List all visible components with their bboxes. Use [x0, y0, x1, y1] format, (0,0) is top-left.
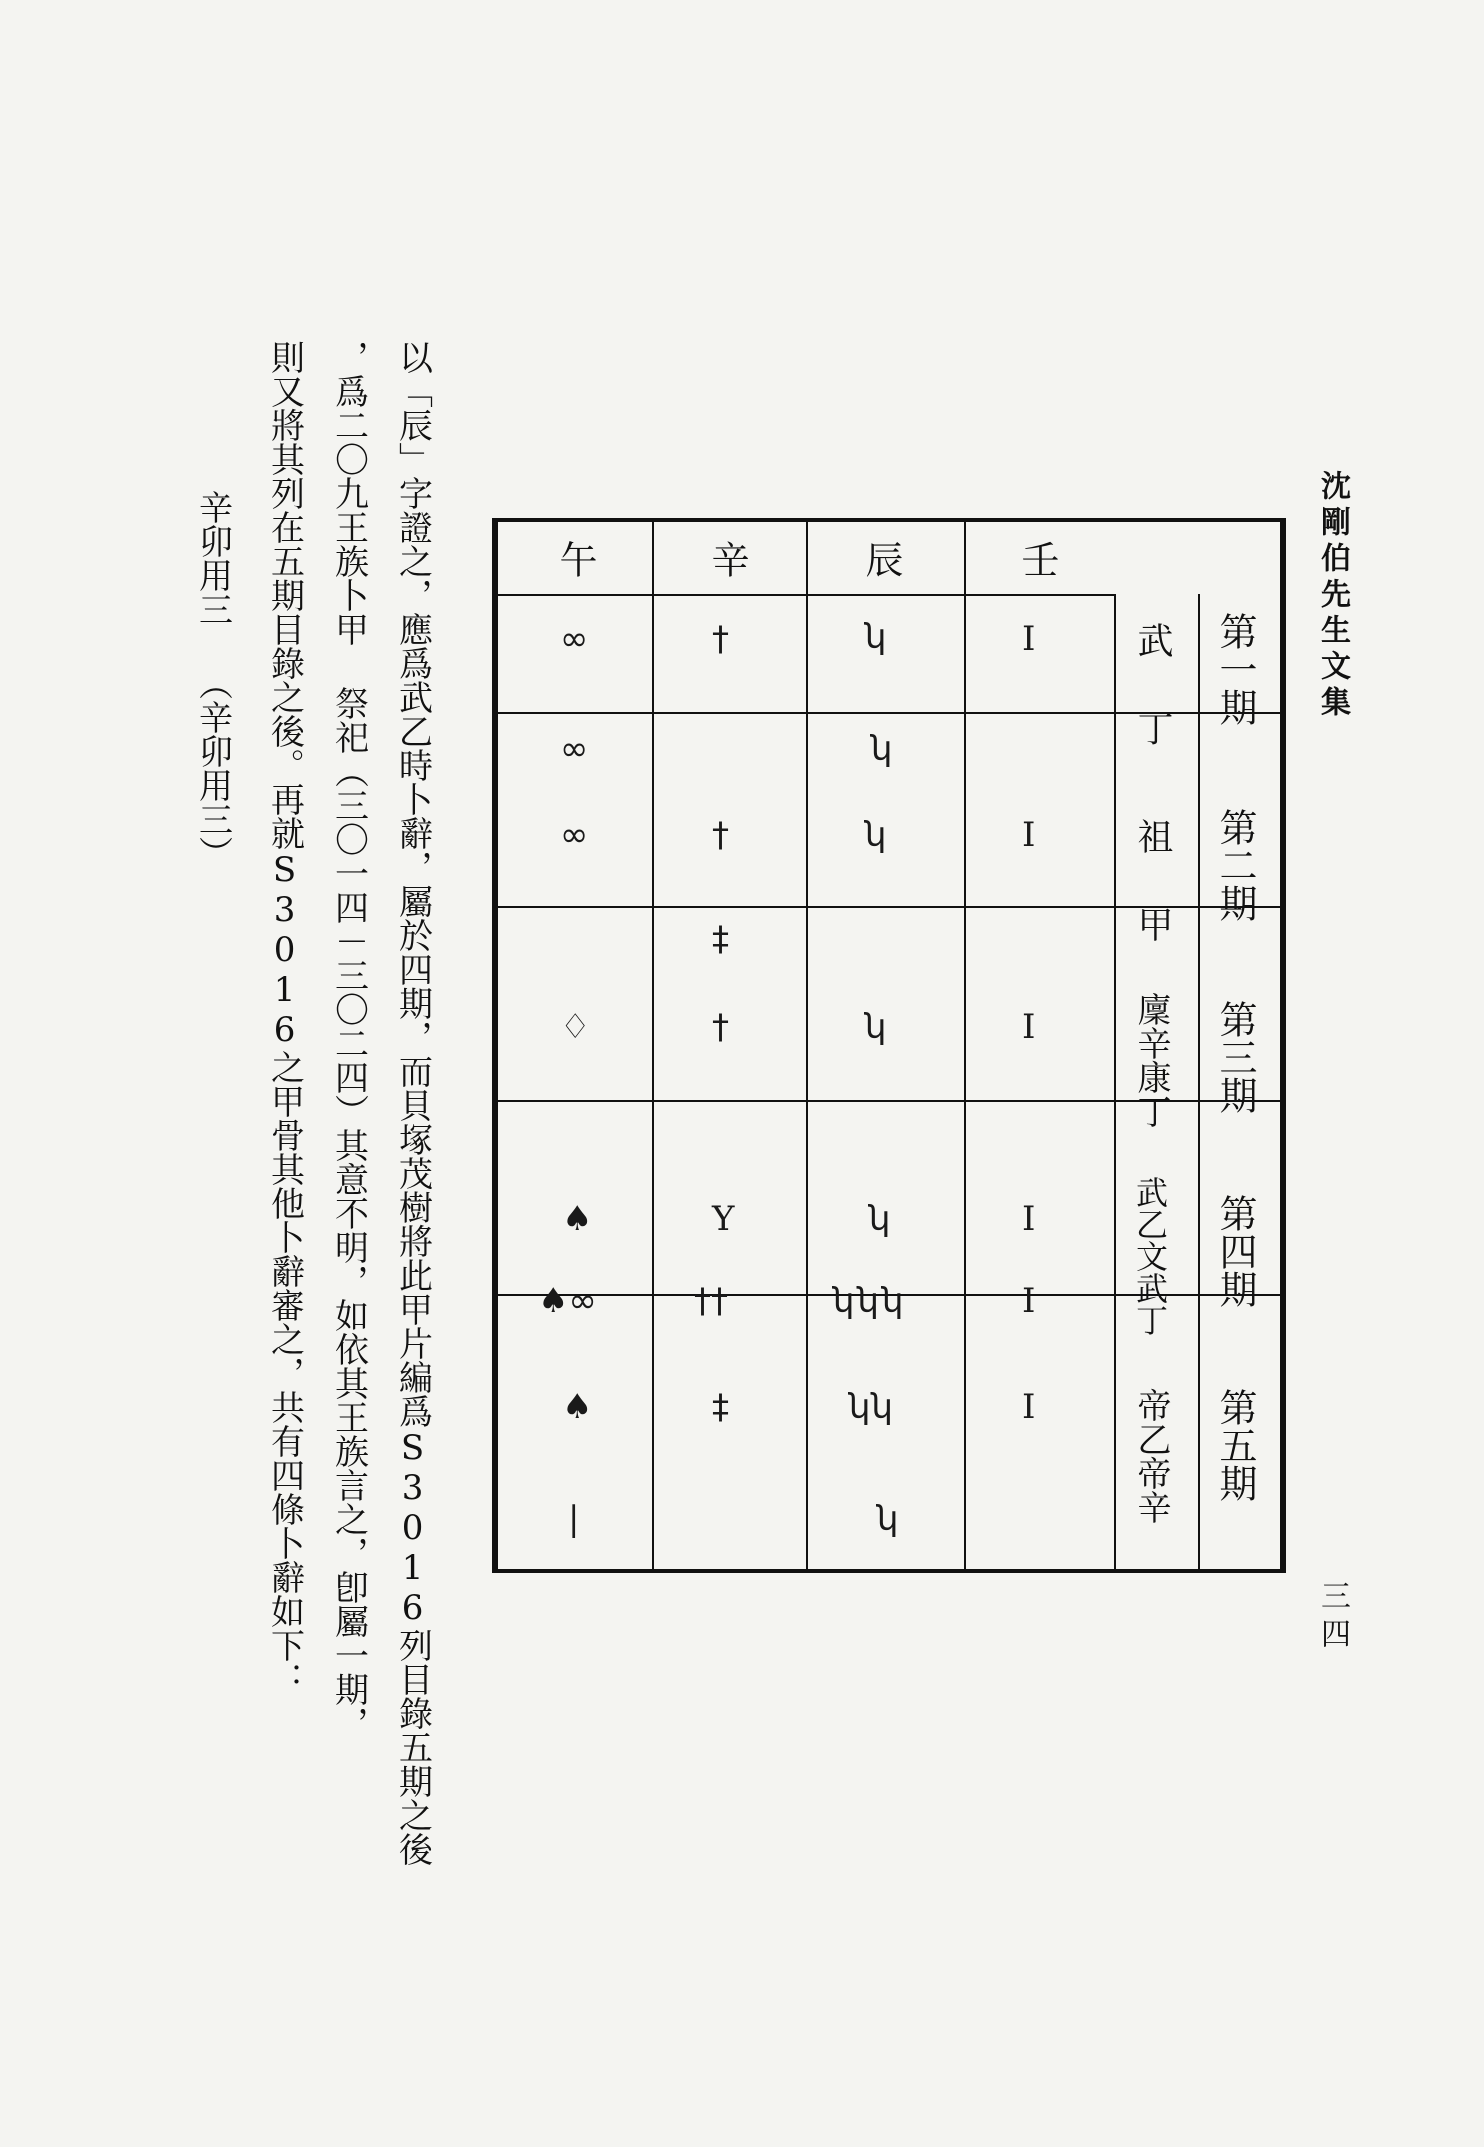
body-line-3: 則又將其列在五期目錄之後。再就S3016之甲骨其他卜辭審之，共有四條卜辭如下： — [264, 340, 305, 1696]
body-line-1: 以「辰」字證之，應爲武乙時卜辭，屬於四期，而貝塚茂樹將此甲片編爲S3016列目錄五期之後 — [392, 340, 433, 1866]
king-name-2: 祖甲 — [1132, 818, 1173, 994]
ren-glyph-icon: I — [1022, 1281, 1036, 1321]
king-name-4: 武乙文武丁 — [1131, 1176, 1169, 1336]
period-table — [492, 518, 1286, 1573]
period-label-1: 第一期 — [1213, 612, 1257, 726]
chen-glyph-icon: ʮ — [870, 729, 893, 769]
king-name-1: 武丁 — [1132, 622, 1173, 798]
ren-glyph-icon: I — [1022, 1007, 1036, 1047]
wu-glyph-icon: ♠ — [562, 1387, 593, 1427]
xin-glyph-icon: † — [712, 815, 729, 855]
xin-glyph-icon: † — [712, 619, 729, 659]
period-label-2: 第二期 — [1213, 808, 1257, 922]
row-header-chen: 辰 — [859, 540, 903, 578]
wu-glyph-icon: | — [568, 1499, 580, 1539]
ren-glyph-icon: I — [1022, 1387, 1036, 1427]
wu-glyph-icon: ∞ — [560, 619, 589, 659]
body-line-4: 辛卯用三 （辛卯用三） — [192, 490, 233, 870]
col-divider — [1114, 594, 1116, 1569]
xin-glyph-icon: †† — [694, 1281, 728, 1321]
chen-glyph-icon: ʮʮʮ — [832, 1281, 906, 1321]
row-header-xin: 辛 — [705, 540, 749, 578]
wu-glyph-icon: ♢ — [560, 1007, 591, 1047]
chen-glyph-icon: ʮ — [876, 1499, 899, 1539]
ren-glyph-icon: I — [1022, 1199, 1036, 1239]
period-label-3: 第三期 — [1213, 1000, 1257, 1114]
page-number: 三四 — [1315, 1580, 1350, 1656]
row-header-wu: 午 — [553, 540, 597, 578]
wu-glyph-icon: ♠∞ — [538, 1281, 597, 1321]
xin-glyph-icon: ‡ — [712, 919, 729, 959]
chen-glyph-icon: ʮ — [864, 1007, 887, 1047]
wu-glyph-icon: ♠ — [562, 1199, 593, 1239]
col-divider — [806, 522, 808, 1569]
ren-glyph-icon: I — [1022, 815, 1036, 855]
xin-glyph-icon: † — [712, 1007, 729, 1047]
wu-glyph-icon: ∞ — [560, 815, 589, 855]
running-header: 沈剛伯先生文集 — [1315, 470, 1350, 722]
body-line-2: ，爲二〇九王族卜甲 祭祀（三〇一四－三〇二四）其意不明，如依其王族言之，卽屬一期， — [328, 340, 369, 1740]
chen-glyph-icon: ʮ — [864, 815, 887, 855]
col-divider — [964, 522, 966, 1569]
chen-glyph-icon: ʮ — [864, 617, 887, 657]
period-label-5: 第五期 — [1213, 1388, 1257, 1502]
xin-glyph-icon: ‡ — [712, 1387, 729, 1427]
king-name-5: 帝乙帝辛 — [1131, 1388, 1171, 1524]
col-divider — [1198, 594, 1200, 1569]
period-label-4: 第四期 — [1213, 1194, 1257, 1308]
ren-glyph-icon: I — [1022, 619, 1036, 659]
col-divider — [652, 522, 654, 1569]
chen-glyph-icon: ʮ — [868, 1199, 891, 1239]
king-name-3: 廩辛康丁 — [1131, 992, 1171, 1128]
wu-glyph-icon: ∞ — [560, 729, 589, 769]
xin-glyph-icon: Y — [712, 1199, 735, 1239]
row-header-ren: 壬 — [1015, 540, 1059, 578]
chen-glyph-icon: ʮʮ — [848, 1387, 893, 1427]
